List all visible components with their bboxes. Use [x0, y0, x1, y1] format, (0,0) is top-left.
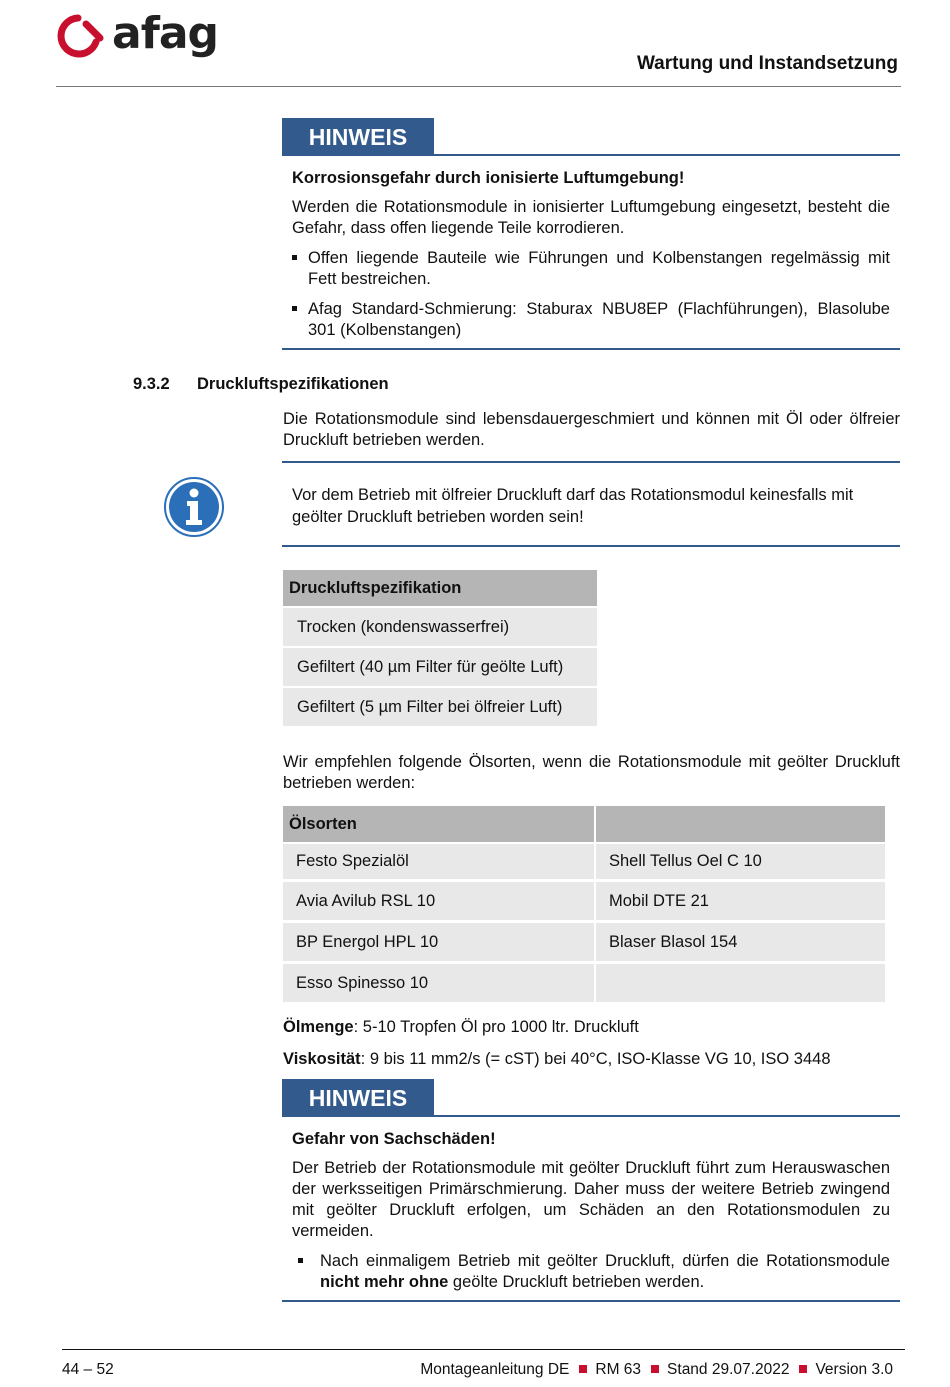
page-number: 44 – 52 [62, 1361, 114, 1378]
section-number: 9.3.2 [133, 375, 170, 393]
table-cell [596, 964, 885, 1005]
notice-title: Gefahr von Sachschäden! [292, 1130, 496, 1148]
notice-bullet: Offen liegende Bauteile wie Führungen und Kolbenstangen regelmässig mit Fett bestreichen. [292, 248, 890, 290]
section-intro: Die Rotationsmodule sind lebensdauergeschmiert und können mit Öl oder ölfreier Druckluft betrieben werden. [283, 410, 900, 449]
table-row [283, 964, 885, 1005]
notice-property-damage [282, 1079, 900, 1302]
table-row [283, 648, 597, 688]
notice-header-line [434, 154, 900, 156]
compressed-air-spec-table [283, 570, 597, 728]
afag-logo-text: afag [112, 8, 219, 59]
info-icon [163, 476, 225, 538]
afag-logo [56, 8, 219, 62]
table-row [283, 688, 597, 728]
table-row [283, 923, 885, 964]
oil-amount-value: : 5-10 Tropfen Öl pro 1000 ltr. Druckluft [353, 1018, 639, 1036]
notice-title: Korrosionsgefahr durch ionisierte Luftumgebung! [292, 169, 685, 187]
notice-body [282, 156, 900, 348]
page-header-title: Wartung und Instandsetzung [636, 53, 898, 74]
notice-tag: HINWEIS [282, 1079, 434, 1117]
table-row [283, 608, 597, 648]
notice-text: Der Betrieb der Rotationsmodule mit geölter Druckluft führt zum Herauswaschen der werksseitigen Primärschmierung. Daher muss der weitere Betrieb zwingend mit geölter Druckluft erfolgen, um Schäden an den Rotationsmodulen zu vermeiden. [292, 1159, 890, 1240]
table-header-cell: Ölsorten [283, 806, 596, 844]
footer-divider [62, 1349, 905, 1350]
table-header-row [283, 806, 885, 844]
afag-logo-mark-icon [56, 14, 108, 58]
notice-bottom-line [282, 348, 900, 350]
oil-amount-label: Ölmenge [283, 1018, 354, 1036]
footer-date: Stand 29.07.2022 [667, 1361, 790, 1378]
info-top-line [282, 461, 900, 463]
viscosity [283, 1049, 831, 1070]
notice-bullet-text-post: geölte Druckluft betrieben werden. [448, 1273, 705, 1291]
section-title: Druckluftspezifikationen [197, 375, 389, 393]
footer-meta [420, 1361, 893, 1379]
table-cell: Avia Avilub RSL 10 [283, 882, 596, 923]
notice-header [282, 1079, 900, 1117]
table-cell: Festo Spezialöl [283, 844, 596, 882]
notice-tag: HINWEIS [282, 118, 434, 156]
info-bottom-line [282, 545, 900, 547]
oil-amount [283, 1017, 639, 1038]
header-divider [56, 86, 901, 87]
footer-version: Version 3.0 [815, 1361, 893, 1378]
notice-bullet [292, 1251, 890, 1293]
table-cell: Esso Spinesso 10 [283, 964, 596, 1005]
oil-types-table [283, 806, 885, 1005]
table-cell: BP Energol HPL 10 [283, 923, 596, 964]
notice-bullet-list [292, 1251, 890, 1293]
notice-text: Werden die Rotationsmodule in ionisierter Luftumgebung eingesetzt, besteht die Gefahr, dass offen liegende Teile korrodieren. [292, 198, 890, 237]
notice-corrosion [282, 118, 900, 350]
table-header-cell-empty [596, 806, 885, 844]
table-cell: Gefiltert (40 µm Filter für geölte Luft) [283, 648, 597, 688]
viscosity-label: Viskosität [283, 1050, 361, 1068]
notice-bullet-text-pre: Nach einmaligem Betrieb mit geölter Druckluft, dürfen die Rotationsmodule [320, 1252, 890, 1270]
table-cell: Shell Tellus Oel C 10 [596, 844, 885, 882]
red-square-icon [651, 1365, 659, 1373]
table-header-cell: Druckluftspezifikation [283, 570, 597, 608]
table-cell: Gefiltert (5 µm Filter bei ölfreier Luft) [283, 688, 597, 728]
table-cell: Trocken (kondenswasserfrei) [283, 608, 597, 648]
notice-header [282, 118, 900, 156]
table-cell: Mobil DTE 21 [596, 882, 885, 923]
red-square-icon [579, 1365, 587, 1373]
notice-bullet-text-bold: nicht mehr ohne [320, 1273, 449, 1291]
table-header-row [283, 570, 597, 608]
table-cell: Blaser Blasol 154 [596, 923, 885, 964]
notice-header-line [434, 1115, 900, 1117]
table-row [283, 844, 885, 882]
notice-body [282, 1117, 900, 1300]
table-row [283, 882, 885, 923]
footer-model: RM 63 [595, 1361, 642, 1378]
notice-bullet-list [292, 248, 890, 341]
viscosity-value: : 9 bis 11 mm2/s (= cST) bei 40°C, ISO-Klasse VG 10, ISO 3448 [360, 1050, 831, 1068]
notice-bottom-line [282, 1300, 900, 1302]
notice-bullet: Afag Standard-Schmierung: Staburax NBU8EP (Flachführungen), Blasolube 301 (Kolbenstangen) [292, 299, 890, 341]
oil-intro-text: Wir empfehlen folgende Ölsorten, wenn die Rotationsmodule mit geölter Druckluft betrieben werden: [283, 753, 900, 792]
red-square-icon [799, 1365, 807, 1373]
info-text: Vor dem Betrieb mit ölfreier Druckluft darf das Rotationsmodul keinesfalls mit geölter Druckluft betrieben worden sein! [292, 486, 854, 526]
footer-doc: Montageanleitung DE [420, 1361, 570, 1378]
